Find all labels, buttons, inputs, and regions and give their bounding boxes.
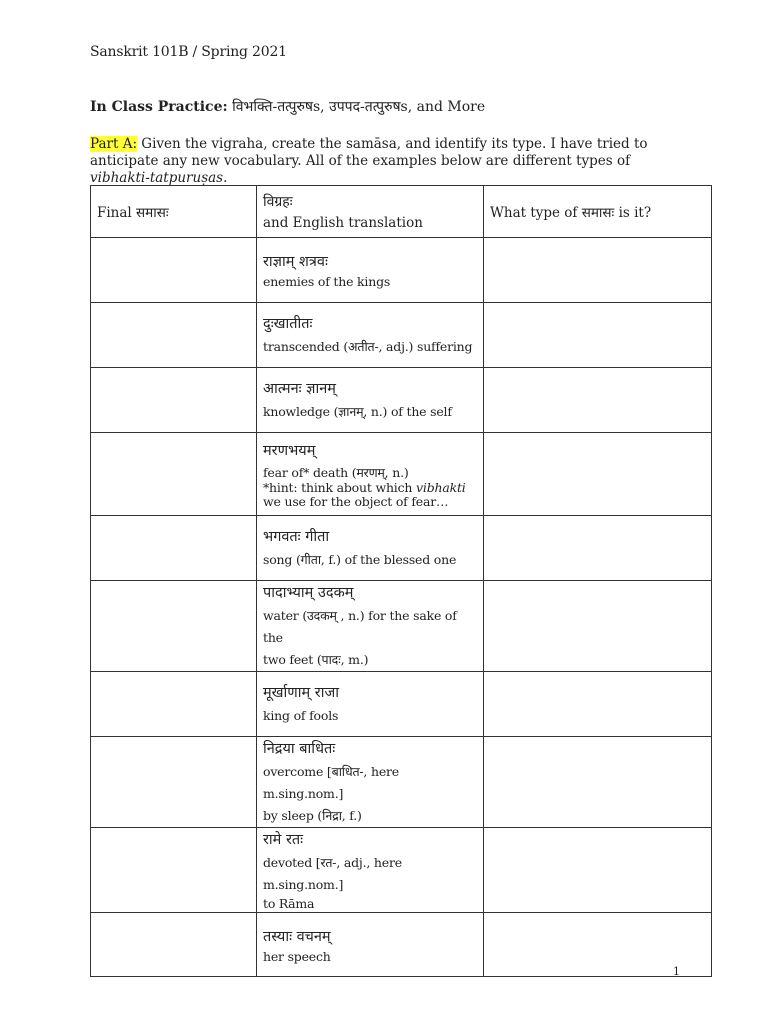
vigraha-text: राज्ञाम् शत्रवः	[263, 254, 328, 270]
part-label: Part A:	[90, 136, 137, 152]
vigraha-cell	[257, 672, 484, 737]
translation-text-line-2: to Rāma	[263, 896, 315, 911]
vigraha-text: पादाभ्याम् उदकम्	[263, 585, 354, 601]
table-row	[91, 238, 712, 303]
table-row	[91, 433, 712, 516]
header-vigraha-label: विग्रहः	[263, 193, 293, 210]
answer-cell-final-samasa[interactable]	[91, 672, 257, 737]
translation-text: fear of* death (मरणम्, n.)	[263, 465, 409, 480]
answer-cell-final-samasa[interactable]	[91, 303, 257, 368]
vigraha-cell	[257, 581, 484, 672]
translation-text: transcended (अतीत-, adj.) suffering	[263, 339, 473, 354]
instructions	[90, 136, 690, 187]
vigraha-cell	[257, 516, 484, 581]
answer-cell-final-samasa[interactable]	[91, 368, 257, 433]
translation-text: her speech	[263, 948, 331, 964]
table-row	[91, 581, 712, 672]
page-title	[90, 97, 485, 116]
header-translation-label: and English translation	[263, 214, 423, 231]
vigraha-text: भगवतः गीता	[263, 529, 330, 545]
instructions-text-1: Given the vigraha, create the samāsa, and identify its type. I have tried to anticipate any new vocabulary. All of the examples below are different types of	[90, 136, 648, 169]
table-row	[91, 368, 712, 433]
title-rest: विभक्ति-तत्पुरुषs, उपपद-तत्पुरुषs, and More	[227, 99, 486, 115]
translation-text-line-2: two feet (पादः, m.)	[263, 652, 369, 667]
answer-cell-samasa-type[interactable]	[484, 433, 712, 516]
vigraha-cell	[257, 828, 484, 913]
answer-cell-samasa-type[interactable]	[484, 368, 712, 433]
vigraha-cell	[257, 303, 484, 368]
header-samasa-type: What type of समासः is it?	[484, 186, 712, 238]
answer-cell-samasa-type[interactable]	[484, 737, 712, 828]
vigraha-cell	[257, 238, 484, 303]
answer-cell-samasa-type[interactable]	[484, 303, 712, 368]
instructions-text-2: .	[223, 170, 228, 186]
table-row	[91, 828, 712, 913]
vigraha-text: आत्मनः ज्ञानम्	[263, 381, 336, 397]
vigraha-text: रामे रतः	[263, 832, 304, 848]
translation-text: enemies of the kings	[263, 274, 391, 289]
page-number: 1	[673, 965, 680, 978]
header-final-samasa: Final समासः	[91, 186, 257, 238]
table-row	[91, 737, 712, 828]
table-row	[91, 516, 712, 581]
hint-text: *hint: think about which vibhakti we use for the object of fear…	[263, 480, 466, 509]
answer-cell-samasa-type[interactable]	[484, 828, 712, 913]
table-row	[91, 913, 712, 977]
vigraha-text: मरणभयम्	[263, 443, 316, 459]
answer-cell-final-samasa[interactable]	[91, 433, 257, 516]
table-row	[91, 672, 712, 737]
answer-cell-final-samasa[interactable]	[91, 913, 257, 977]
answer-cell-final-samasa[interactable]	[91, 737, 257, 828]
answer-cell-samasa-type[interactable]	[484, 672, 712, 737]
header-vigraha	[257, 186, 484, 238]
answer-cell-final-samasa[interactable]	[91, 238, 257, 303]
translation-text: devoted [रत-, adj., here m.sing.nom.]	[263, 855, 402, 892]
title-bold: In Class Practice:	[90, 99, 228, 115]
answer-cell-samasa-type[interactable]	[484, 516, 712, 581]
translation-text: water (उदकम् , n.) for the sake of the	[263, 608, 457, 645]
answer-cell-final-samasa[interactable]	[91, 516, 257, 581]
translation-text-line-2: by sleep (निद्रा, f.)	[263, 808, 362, 823]
translation-text: knowledge (ज्ञानम्, n.) of the self	[263, 404, 452, 419]
translation-text: overcome [बाधित-, here m.sing.nom.]	[263, 764, 400, 801]
vigraha-text: मूर्खाणाम् राजा	[263, 685, 340, 701]
vigraha-text: दुःखातीतः	[263, 316, 313, 332]
vigraha-text: निद्रया बाधितः	[263, 741, 336, 757]
table-header-row	[91, 186, 712, 238]
vigraha-cell	[257, 737, 484, 828]
practice-table	[90, 185, 712, 977]
table-row	[91, 303, 712, 368]
answer-cell-samasa-type[interactable]	[484, 581, 712, 672]
vigraha-text: तस्याः वचनम्	[263, 928, 331, 945]
translation-text: king of fools	[263, 708, 339, 723]
course-header: Sanskrit 101B / Spring 2021	[90, 44, 287, 60]
instructions-italic: vibhakti-tatpuruṣas	[90, 170, 224, 186]
answer-cell-samasa-type[interactable]	[484, 238, 712, 303]
vigraha-cell	[257, 433, 484, 516]
answer-cell-final-samasa[interactable]	[91, 581, 257, 672]
answer-cell-final-samasa[interactable]	[91, 828, 257, 913]
translation-text: song (गीता, f.) of the blessed one	[263, 552, 457, 567]
vigraha-cell	[257, 913, 484, 977]
vigraha-cell	[257, 368, 484, 433]
